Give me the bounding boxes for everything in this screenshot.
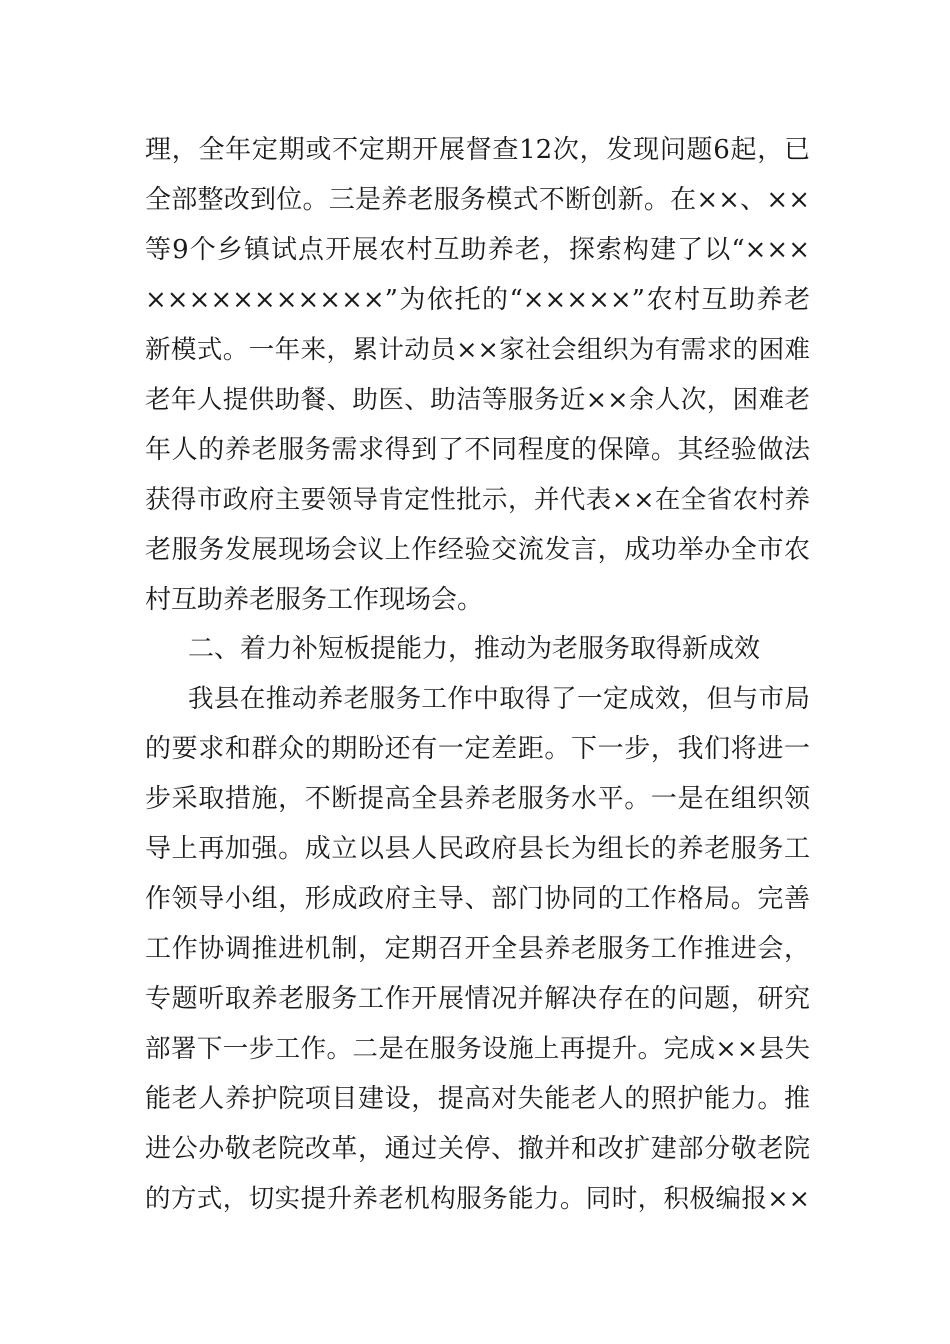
body-text-line: 的方式，切实提升养老机构服务能力。同时，积极编报××	[145, 1184, 810, 1214]
body-text-line: 全部整改到位。三是养老服务模式不断创新。在××、××	[145, 185, 810, 215]
body-text-line: 我县在推动养老服务工作中取得了一定成效，但与市局	[188, 684, 810, 714]
body-text-line: 获得市政府主要领导肯定性批示，并代表××在全省农村养	[145, 485, 810, 515]
body-text-line: 的要求和群众的期盼还有一定差距。下一步，我们将进一	[145, 734, 810, 764]
body-text-line: 工作协调推进机制，定期召开全县养老服务工作推进会，	[145, 934, 810, 964]
section-heading: 二、着力补短板提能力，推动为老服务取得新成效	[188, 634, 761, 664]
body-text-line: 导上再加强。成立以县人民政府县长为组长的养老服务工	[145, 834, 810, 864]
body-text-line: 作领导小组，形成政府主导、部门协同的工作格局。完善	[145, 884, 810, 914]
body-text-line: 理，全年定期或不定期开展督查12次，发现问题6起，已	[145, 135, 810, 165]
body-text-line: 老年人提供助餐、助医、助洁等服务近××余人次，困难老	[145, 385, 810, 415]
body-text-line: 年人的养老服务需求得到了不同程度的保障。其经验做法	[145, 435, 810, 465]
body-text-line: 等9个乡镇试点开展农村互助养老，探索构建了以“×××	[145, 235, 810, 265]
body-text-line: ×××××××××××”为依托的“×××××”农村互助养老	[145, 285, 810, 315]
body-text-line: 专题听取养老服务工作开展情况并解决存在的问题，研究	[145, 984, 810, 1014]
body-text-line: 步采取措施，不断提高全县养老服务水平。一是在组织领	[145, 784, 810, 814]
body-text-line: 部署下一步工作。二是在服务设施上再提升。完成××县失	[145, 1034, 810, 1064]
body-text-line: 进公办敬老院改革，通过关停、撤并和改扩建部分敬老院	[145, 1134, 810, 1164]
body-text-line: 老服务发展现场会议上作经验交流发言，成功举办全市农	[145, 535, 810, 565]
body-text-line: 村互助养老服务工作现场会。	[145, 585, 484, 615]
body-text-line: 新模式。一年来，累计动员××家社会组织为有需求的困难	[145, 335, 810, 365]
body-text-line: 能老人养护院项目建设，提高对失能老人的照护能力。推	[145, 1084, 810, 1114]
